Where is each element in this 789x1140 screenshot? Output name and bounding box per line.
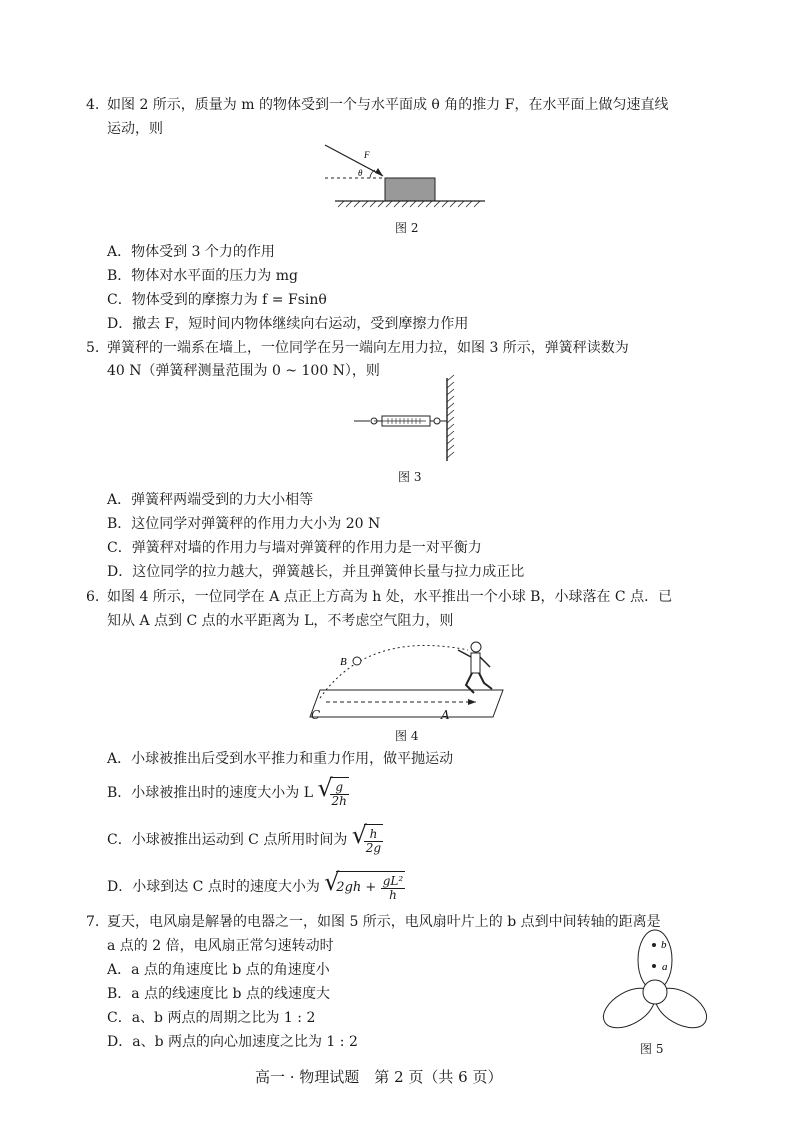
q5-option-a: A．弹簧秤两端受到的力大小相等 (107, 492, 314, 508)
question-5-stem-line1: 弹簧秤的一端系在墙上，一位同学在另一端向左用力拉，如图 3 所示，弹簧秤读数为 (107, 340, 629, 356)
q4-option-d: D．撤去 F，短时间内物体继续向右运动，受到摩擦力作用 (107, 316, 469, 332)
figure-2-caption: 图 2 (395, 221, 419, 235)
figure-3-caption: 图 3 (398, 470, 422, 484)
q6-option-b (107, 774, 349, 809)
q6-option-d-text: D．小球到达 C 点时的速度大小为 (107, 879, 320, 895)
question-6-stem-line1: 如图 4 所示，一位同学在 A 点正上方高为 h 处，水平推出一个小球 B，小球落在 C 点．已 (107, 589, 673, 605)
figure-5-label-b: b (661, 939, 667, 951)
q5-option-c: C．弹簧秤对墙的作用力与墙对弹簧秤的作用力是一对平衡力 (107, 540, 482, 556)
q6-option-d-formula: √ 2gh + $\frac{\text{gL²}}{h}$ (324, 868, 404, 902)
q6-option-a: A．小球被推出后受到水平推力和重力作用，做平抛运动 (107, 751, 454, 767)
q4-option-c: C．物体受到的摩擦力为 f = Fsinθ (107, 292, 327, 308)
q6-d-numerator: gL² (382, 873, 404, 888)
q6-d-denominator: h (389, 887, 397, 902)
figure-2 (320, 140, 490, 210)
q6-option-c-formula: √ $\frac{h}{2g}$ (351, 821, 382, 855)
q7-option-c: C．a、b 两点的周期之比为 1 : 2 (107, 1010, 316, 1026)
q4-option-b: B．物体对水平面的压力为 mg (107, 268, 298, 284)
figure-5 (605, 928, 715, 1038)
q7-option-a: A．a 点的角速度比 b 点的角速度小 (107, 962, 330, 978)
figure-3 (352, 375, 462, 465)
q6-option-d (107, 868, 405, 903)
figure-2-label-theta: θ (358, 168, 363, 178)
figure-4-label-b: B (340, 656, 347, 668)
figure-4-label-a: A (441, 708, 450, 722)
question-7-stem-line2: a 点的 2 倍，电风扇正常匀速转动时 (107, 938, 334, 954)
q7-option-b: B．a 点的线速度比 b 点的线速度大 (107, 986, 330, 1002)
figure-5-caption: 图 5 (640, 1042, 664, 1056)
figure-5-label-a: a (662, 961, 668, 973)
q6-option-b-formula: √ $\frac{g}{2h}$ (317, 774, 347, 808)
q6-b-numerator: g (330, 781, 349, 795)
figure-2-label-f: F (364, 150, 370, 160)
q5-option-d: D．这位同学的拉力越大，弹簧越长，并且弹簧伸长量与拉力成正比 (107, 564, 525, 580)
question-4-number: 4. (86, 97, 100, 113)
q6-d-left-term: 2gh + (336, 880, 377, 895)
q6-option-b-text: B．小球被推出时的速度大小为 L (107, 785, 314, 801)
figure-4-caption: 图 4 (395, 729, 419, 743)
question-5-number: 5. (86, 340, 100, 356)
question-6-number: 6. (86, 589, 100, 605)
q5-option-b: B．这位同学对弹簧秤的作用力大小为 20 N (107, 516, 381, 532)
q6-c-numerator: h (364, 828, 383, 842)
question-6-stem-line2: 知从 A 点到 C 点的水平距离为 L，不考虑空气阻力，则 (107, 613, 454, 629)
question-7-stem-line1: 夏天，电风扇是解暑的电器之一，如图 5 所示，电风扇叶片上的 b 点到中间转轴的距离是 (107, 914, 661, 930)
q4-option-a: A．物体受到 3 个力的作用 (107, 244, 275, 260)
page-footer: 高一 · 物理试题 第 2 页（共 6 页） (255, 1068, 503, 1086)
question-7-number: 7. (86, 914, 100, 930)
question-5-stem-line2: 40 N（弹簧秤测量范围为 0 ~ 100 N），则 (107, 363, 380, 379)
q6-option-c-text: C．小球被推出运动到 C 点所用时间为 (107, 832, 348, 848)
q7-option-d: D．a、b 两点的向心加速度之比为 1 : 2 (107, 1034, 358, 1050)
question-4-stem-line2: 运动，则 (107, 121, 163, 137)
q6-c-denominator: 2g (365, 840, 382, 855)
figure-4 (308, 635, 508, 720)
q6-b-denominator: 2h (331, 793, 347, 808)
question-4-stem-line1: 如图 2 所示，质量为 m 的物体受到一个与水平面成 θ 角的推力 F，在水平面上做匀速直线 (107, 97, 669, 113)
figure-4-label-c: C (311, 708, 321, 722)
q6-option-c (107, 821, 383, 856)
